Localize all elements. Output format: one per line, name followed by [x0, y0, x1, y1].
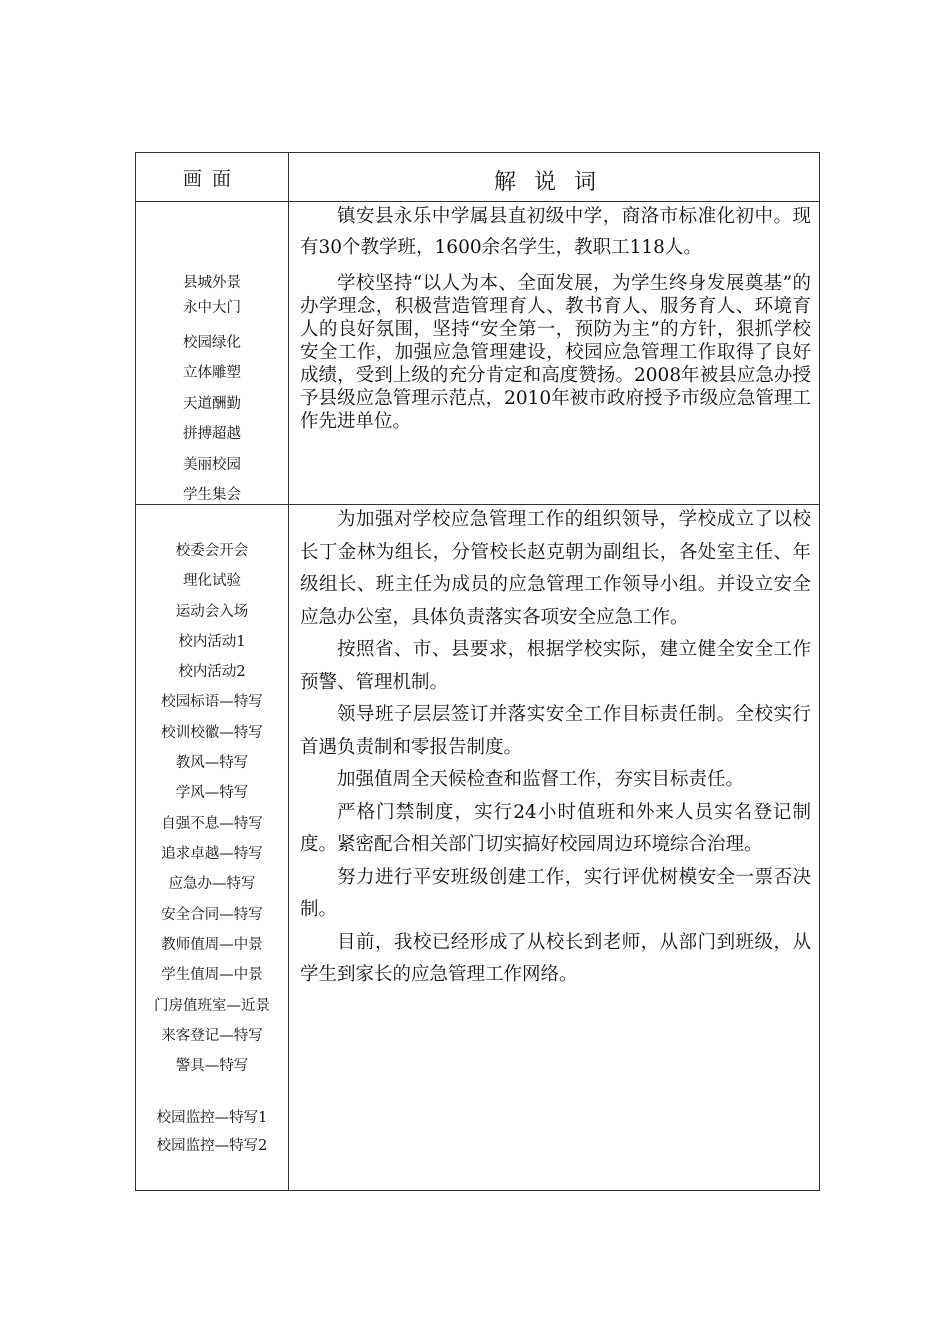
shot-item: 应急办—特写: [168, 876, 256, 892]
narration-paragraph: 按照省、市、县要求，根据学校实际，建立健全安全工作预警、管理机制。: [300, 639, 811, 693]
shot-item: 警具—特写: [175, 1058, 249, 1074]
shot-item: 县城外景: [183, 275, 241, 291]
shot-item: 天道酬勤: [183, 396, 241, 412]
section1-narration: [289, 201, 819, 433]
shot-item: 美丽校园: [183, 457, 241, 473]
shot-item: 校园标语—特写: [161, 694, 263, 710]
narration-paragraph: 目前，我校已经形成了从校长到老师，从部门到班级，从学生到家长的应急管理工作网络。: [300, 931, 811, 985]
shot-item: 校园监控—特写2: [156, 1138, 268, 1154]
shot-item: 教风—特写: [175, 755, 249, 771]
narration-paragraph: 学校坚持“以人为本、全面发展，为学生终身发展奠基”的办学理念，积极营造管理育人、教书育人、服务育人、环境育人的良好氛围，坚持“安全第一，预防为主”的方针，狠抓学校安全工作，加强应急管理建设，校园应急管理工作取得了良好成绩，受到上级的充分肯定和高度赞扬。2008年被县应急办授予县级应急管理示范点，2010年被市政府授予市级应急管理工作先进单位。: [300, 273, 811, 432]
shot-item: 来客登记—特写: [161, 1028, 263, 1044]
narration-paragraph: 领导班子层层签订并落实安全工作目标责任制。全校实行首遇负责制和零报告制度。: [300, 704, 811, 758]
shot-item: 校园监控—特写1: [156, 1110, 268, 1126]
section2-narration: [289, 504, 819, 992]
header-picture: 画面: [182, 167, 241, 190]
shot-item: 理化试验: [183, 573, 241, 589]
shot-item: 学生集会: [183, 487, 241, 503]
shot-item: 永中大门: [183, 300, 241, 316]
narration-paragraph: 镇安县永乐中学属县直初级中学，商洛市标准化初中。现有30个教学班，1600余名学生，教职工118人。: [300, 206, 811, 258]
shot-item: 学风—特写: [175, 785, 249, 801]
shot-item: 追求卓越—特写: [161, 846, 263, 862]
narration-paragraph: 严格门禁制度，实行24小时值班和外来人员实名登记制度。紧密配合相关部门切实搞好校园周边环境综合治理。: [300, 801, 811, 855]
shot-item: 自强不息—特写: [161, 816, 263, 832]
shot-item: 教师值周—中景: [161, 937, 263, 953]
shot-item: 门房值班室—近景: [154, 998, 270, 1014]
shot-item: 运动会入场: [175, 604, 249, 620]
shot-item: 校园绿化: [183, 335, 241, 351]
narration-paragraph: 加强值周全天候检查和监督工作，夯实目标责任。: [337, 769, 745, 790]
shot-item: 立体雕塑: [183, 365, 241, 381]
shot-item: 拼搏超越: [183, 426, 241, 442]
shot-item: 校内活动1: [178, 634, 246, 650]
shot-item: 校委会开会: [175, 543, 249, 559]
narration-paragraph: 为加强对学校应急管理工作的组织领导，学校成立了以校长丁金林为组长，分管校长赵克朝为副组长，各处室主任、年级组长、班主任为成员的应急管理工作领导小组。并设立安全应急办公室，具体负责落实各项安全应急工作。: [300, 509, 811, 628]
script-table: [135, 152, 820, 1191]
shot-item: 安全合同—特写: [161, 907, 263, 923]
shot-item: 学生值周—中景: [161, 967, 263, 983]
shot-item: 校内活动2: [178, 664, 246, 680]
narration-paragraph: 努力进行平安班级创建工作，实行评优树模安全一票否决制。: [300, 866, 811, 920]
shot-item: 校训校徽—特写: [161, 725, 263, 741]
header-narration: 解说词: [493, 169, 614, 195]
